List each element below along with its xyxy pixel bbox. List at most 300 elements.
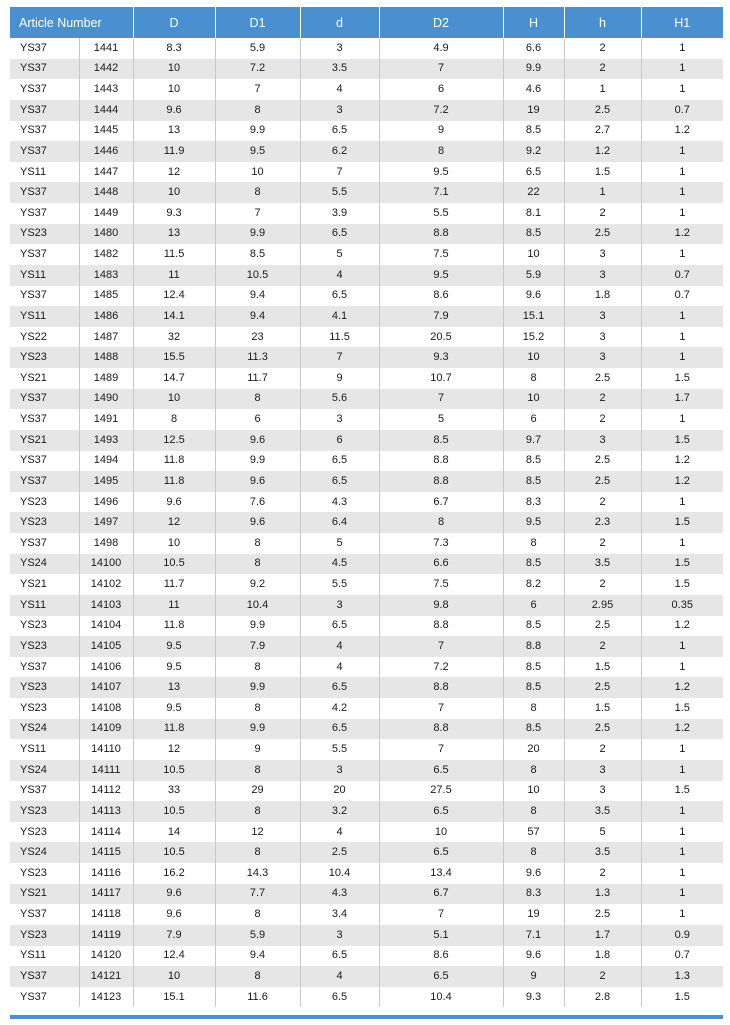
series-cell: YS24 <box>10 554 79 575</box>
d1-cell: 8 <box>215 966 300 987</box>
article-cell: 1441 <box>79 38 133 59</box>
series-cell: YS23 <box>10 677 79 698</box>
article-cell: 1482 <box>79 244 133 265</box>
table-row <box>10 141 723 162</box>
h-lower-cell: 2 <box>564 739 641 760</box>
series-cell: YS37 <box>10 533 79 554</box>
d-outer-cell: 10 <box>133 389 215 410</box>
table-row <box>10 925 723 946</box>
series-cell: YS37 <box>10 966 79 987</box>
d-outer-cell: 15.1 <box>133 987 215 1008</box>
h1-cell: 1 <box>641 760 723 781</box>
d-outer-cell: 9.6 <box>133 884 215 905</box>
h-lower-cell: 2.5 <box>564 224 641 245</box>
d-inner-cell: 5.5 <box>300 182 379 203</box>
h1-cell: 1 <box>641 306 723 327</box>
article-cell: 14109 <box>79 719 133 740</box>
table-row <box>10 512 723 533</box>
h1-cell: 1.2 <box>641 616 723 637</box>
d-outer-cell: 12 <box>133 739 215 760</box>
d2-cell: 9.5 <box>379 265 503 286</box>
table-row <box>10 492 723 513</box>
article-cell: 1486 <box>79 306 133 327</box>
table-row <box>10 203 723 224</box>
h-lower-cell: 2 <box>564 203 641 224</box>
h-lower-cell: 2.5 <box>564 368 641 389</box>
d2-cell: 10.4 <box>379 987 503 1008</box>
h-upper-cell: 57 <box>503 822 564 843</box>
h-lower-cell: 2.5 <box>564 719 641 740</box>
h-upper-cell: 8 <box>503 533 564 554</box>
d1-cell: 11.3 <box>215 347 300 368</box>
d1-cell: 9.6 <box>215 471 300 492</box>
series-cell: YS23 <box>10 698 79 719</box>
d1-cell: 8 <box>215 389 300 410</box>
h-lower-cell: 1.7 <box>564 925 641 946</box>
d-inner-cell: 6.5 <box>300 987 379 1008</box>
d-inner-cell: 3.2 <box>300 801 379 822</box>
h-upper-cell: 19 <box>503 100 564 121</box>
d-outer-cell: 10.5 <box>133 554 215 575</box>
h-lower-cell: 2.5 <box>564 904 641 925</box>
series-cell: YS37 <box>10 781 79 802</box>
d-inner-cell: 6.5 <box>300 286 379 307</box>
d2-cell: 6.5 <box>379 760 503 781</box>
d-outer-cell: 9.6 <box>133 904 215 925</box>
d-outer-cell: 10.5 <box>133 801 215 822</box>
h-lower-cell: 2.95 <box>564 595 641 616</box>
h1-cell: 1.2 <box>641 719 723 740</box>
d-outer-cell: 9.3 <box>133 203 215 224</box>
d-inner-cell: 6.5 <box>300 616 379 637</box>
article-cell: 1483 <box>79 265 133 286</box>
table-row <box>10 657 723 678</box>
d1-cell: 29 <box>215 781 300 802</box>
d-outer-cell: 14 <box>133 822 215 843</box>
d1-cell: 9.9 <box>215 616 300 637</box>
header-d2: D2 <box>379 7 503 38</box>
h1-cell: 1 <box>641 801 723 822</box>
table-row <box>10 781 723 802</box>
series-cell: YS37 <box>10 471 79 492</box>
h-lower-cell: 1.3 <box>564 884 641 905</box>
d-inner-cell: 6.5 <box>300 677 379 698</box>
article-cell: 1498 <box>79 533 133 554</box>
header-d-outer: D <box>133 7 215 38</box>
h-upper-cell: 9.6 <box>503 286 564 307</box>
h1-cell: 1.5 <box>641 368 723 389</box>
article-cell: 14123 <box>79 987 133 1008</box>
h-upper-cell: 9.7 <box>503 430 564 451</box>
d-outer-cell: 12.4 <box>133 946 215 967</box>
h-upper-cell: 5.9 <box>503 265 564 286</box>
h-upper-cell: 8.5 <box>503 657 564 678</box>
table-row <box>10 946 723 967</box>
d-inner-cell: 5.6 <box>300 389 379 410</box>
series-cell: YS24 <box>10 842 79 863</box>
d2-cell: 13.4 <box>379 863 503 884</box>
table-row <box>10 121 723 142</box>
series-cell: YS21 <box>10 574 79 595</box>
series-cell: YS37 <box>10 451 79 472</box>
d2-cell: 8.8 <box>379 224 503 245</box>
table-row <box>10 739 723 760</box>
d-outer-cell: 12.4 <box>133 286 215 307</box>
article-cell: 14108 <box>79 698 133 719</box>
h-lower-cell: 2.3 <box>564 512 641 533</box>
series-cell: YS22 <box>10 327 79 348</box>
d-outer-cell: 9.6 <box>133 100 215 121</box>
h-lower-cell: 5 <box>564 822 641 843</box>
table-row <box>10 760 723 781</box>
h-upper-cell: 9.3 <box>503 987 564 1008</box>
h-lower-cell: 3.5 <box>564 842 641 863</box>
d-inner-cell: 5 <box>300 533 379 554</box>
d2-cell: 5.5 <box>379 203 503 224</box>
d-inner-cell: 6.5 <box>300 121 379 142</box>
d1-cell: 7.7 <box>215 884 300 905</box>
h1-cell: 1 <box>641 657 723 678</box>
table-row <box>10 265 723 286</box>
h1-cell: 1.5 <box>641 554 723 575</box>
header-h-lower: h <box>564 7 641 38</box>
series-cell: YS37 <box>10 987 79 1008</box>
d2-cell: 7.2 <box>379 657 503 678</box>
d1-cell: 10.4 <box>215 595 300 616</box>
d-inner-cell: 3.5 <box>300 59 379 80</box>
series-cell: YS37 <box>10 38 79 59</box>
h1-cell: 1 <box>641 162 723 183</box>
h1-cell: 1.2 <box>641 224 723 245</box>
h-upper-cell: 9.9 <box>503 59 564 80</box>
h-lower-cell: 3 <box>564 327 641 348</box>
d2-cell: 6.6 <box>379 554 503 575</box>
h-upper-cell: 8.1 <box>503 203 564 224</box>
d1-cell: 9.5 <box>215 141 300 162</box>
d-inner-cell: 3 <box>300 760 379 781</box>
d-outer-cell: 12 <box>133 162 215 183</box>
h-lower-cell: 2 <box>564 574 641 595</box>
d-outer-cell: 11.7 <box>133 574 215 595</box>
h-upper-cell: 9.5 <box>503 512 564 533</box>
article-cell: 14104 <box>79 616 133 637</box>
d-outer-cell: 13 <box>133 121 215 142</box>
table-row <box>10 38 723 59</box>
d-outer-cell: 9.5 <box>133 698 215 719</box>
d1-cell: 8 <box>215 842 300 863</box>
table-row <box>10 100 723 121</box>
h-lower-cell: 1.5 <box>564 162 641 183</box>
d-inner-cell: 3 <box>300 409 379 430</box>
series-cell: YS24 <box>10 719 79 740</box>
d-outer-cell: 14.7 <box>133 368 215 389</box>
article-cell: 14116 <box>79 863 133 884</box>
series-cell: YS24 <box>10 760 79 781</box>
table-row <box>10 842 723 863</box>
d2-cell: 7 <box>379 389 503 410</box>
series-cell: YS21 <box>10 884 79 905</box>
d2-cell: 6 <box>379 79 503 100</box>
h-lower-cell: 3.5 <box>564 801 641 822</box>
h1-cell: 1.5 <box>641 574 723 595</box>
table-row <box>10 595 723 616</box>
d2-cell: 7.3 <box>379 533 503 554</box>
article-cell: 14115 <box>79 842 133 863</box>
d1-cell: 8 <box>215 554 300 575</box>
table-row <box>10 471 723 492</box>
h1-cell: 1 <box>641 38 723 59</box>
h-lower-cell: 1.5 <box>564 657 641 678</box>
d2-cell: 10 <box>379 822 503 843</box>
table-row <box>10 987 723 1008</box>
h-upper-cell: 8.5 <box>503 121 564 142</box>
h-lower-cell: 3 <box>564 781 641 802</box>
d1-cell: 9.9 <box>215 224 300 245</box>
d-outer-cell: 11.8 <box>133 616 215 637</box>
h1-cell: 1 <box>641 904 723 925</box>
d-inner-cell: 4.3 <box>300 884 379 905</box>
article-cell: 14107 <box>79 677 133 698</box>
d2-cell: 8 <box>379 512 503 533</box>
d-outer-cell: 10.5 <box>133 842 215 863</box>
d1-cell: 9.9 <box>215 719 300 740</box>
d-inner-cell: 6.5 <box>300 451 379 472</box>
d-inner-cell: 7 <box>300 162 379 183</box>
d-inner-cell: 3.4 <box>300 904 379 925</box>
article-cell: 1449 <box>79 203 133 224</box>
h1-cell: 1.5 <box>641 698 723 719</box>
d-outer-cell: 9.5 <box>133 657 215 678</box>
h-upper-cell: 8.3 <box>503 884 564 905</box>
d1-cell: 9.4 <box>215 286 300 307</box>
d-inner-cell: 4 <box>300 822 379 843</box>
article-cell: 14112 <box>79 781 133 802</box>
series-cell: YS23 <box>10 801 79 822</box>
article-cell: 14103 <box>79 595 133 616</box>
article-cell: 1497 <box>79 512 133 533</box>
d2-cell: 8.8 <box>379 677 503 698</box>
d-inner-cell: 7 <box>300 347 379 368</box>
article-cell: 1447 <box>79 162 133 183</box>
article-cell: 14111 <box>79 760 133 781</box>
table-row <box>10 409 723 430</box>
d1-cell: 23 <box>215 327 300 348</box>
d-inner-cell: 6.5 <box>300 719 379 740</box>
d-inner-cell: 5.5 <box>300 739 379 760</box>
d-outer-cell: 13 <box>133 224 215 245</box>
d2-cell: 8.8 <box>379 616 503 637</box>
h-lower-cell: 2 <box>564 38 641 59</box>
h-upper-cell: 10 <box>503 347 564 368</box>
d-inner-cell: 4 <box>300 636 379 657</box>
d-outer-cell: 10 <box>133 59 215 80</box>
h-lower-cell: 3 <box>564 244 641 265</box>
h-upper-cell: 8 <box>503 760 564 781</box>
table-row <box>10 863 723 884</box>
h1-cell: 1.5 <box>641 430 723 451</box>
h1-cell: 1 <box>641 739 723 760</box>
h1-cell: 1.7 <box>641 389 723 410</box>
series-cell: YS11 <box>10 739 79 760</box>
d-outer-cell: 32 <box>133 327 215 348</box>
article-cell: 14118 <box>79 904 133 925</box>
series-cell: YS23 <box>10 636 79 657</box>
d2-cell: 6.7 <box>379 492 503 513</box>
d-outer-cell: 9.6 <box>133 492 215 513</box>
d-inner-cell: 2.5 <box>300 842 379 863</box>
article-cell: 1495 <box>79 471 133 492</box>
h1-cell: 1.2 <box>641 121 723 142</box>
article-cell: 1496 <box>79 492 133 513</box>
table-row <box>10 451 723 472</box>
d-outer-cell: 11.9 <box>133 141 215 162</box>
d-outer-cell: 10.5 <box>133 760 215 781</box>
series-cell: YS37 <box>10 100 79 121</box>
article-cell: 14117 <box>79 884 133 905</box>
series-cell: YS23 <box>10 863 79 884</box>
h-upper-cell: 22 <box>503 182 564 203</box>
d1-cell: 10.5 <box>215 265 300 286</box>
d2-cell: 7.5 <box>379 574 503 595</box>
series-cell: YS37 <box>10 182 79 203</box>
h-upper-cell: 7.1 <box>503 925 564 946</box>
h-lower-cell: 3 <box>564 760 641 781</box>
article-cell: 14102 <box>79 574 133 595</box>
d-outer-cell: 10 <box>133 966 215 987</box>
table-row <box>10 904 723 925</box>
d-inner-cell: 6.5 <box>300 471 379 492</box>
d-inner-cell: 4 <box>300 657 379 678</box>
d-outer-cell: 10 <box>133 533 215 554</box>
d1-cell: 9.9 <box>215 677 300 698</box>
d2-cell: 7 <box>379 59 503 80</box>
article-cell: 14110 <box>79 739 133 760</box>
d2-cell: 6.7 <box>379 884 503 905</box>
article-cell: 1448 <box>79 182 133 203</box>
series-cell: YS23 <box>10 512 79 533</box>
d1-cell: 9.2 <box>215 574 300 595</box>
d1-cell: 9.9 <box>215 121 300 142</box>
d1-cell: 9 <box>215 739 300 760</box>
series-cell: YS11 <box>10 162 79 183</box>
h1-cell: 1.5 <box>641 512 723 533</box>
table-row <box>10 616 723 637</box>
h1-cell: 1 <box>641 636 723 657</box>
d1-cell: 9.4 <box>215 946 300 967</box>
d-inner-cell: 20 <box>300 781 379 802</box>
d-inner-cell: 3 <box>300 925 379 946</box>
h-upper-cell: 6 <box>503 595 564 616</box>
table-row <box>10 430 723 451</box>
d2-cell: 9 <box>379 121 503 142</box>
h1-cell: 1 <box>641 182 723 203</box>
h-lower-cell: 2.5 <box>564 471 641 492</box>
article-cell: 14121 <box>79 966 133 987</box>
h-upper-cell: 8.5 <box>503 677 564 698</box>
d2-cell: 8.8 <box>379 471 503 492</box>
table-row <box>10 59 723 80</box>
table-row <box>10 182 723 203</box>
d2-cell: 8 <box>379 141 503 162</box>
h1-cell: 0.7 <box>641 286 723 307</box>
d-outer-cell: 13 <box>133 677 215 698</box>
article-cell: 1480 <box>79 224 133 245</box>
h-upper-cell: 15.2 <box>503 327 564 348</box>
d-outer-cell: 11 <box>133 265 215 286</box>
h1-cell: 1 <box>641 842 723 863</box>
article-cell: 1487 <box>79 327 133 348</box>
d2-cell: 8.5 <box>379 430 503 451</box>
header-d-inner: d <box>300 7 379 38</box>
series-cell: YS23 <box>10 347 79 368</box>
d-inner-cell: 4.3 <box>300 492 379 513</box>
article-cell: 1442 <box>79 59 133 80</box>
d-inner-cell: 9 <box>300 368 379 389</box>
d-outer-cell: 15.5 <box>133 347 215 368</box>
d2-cell: 7.9 <box>379 306 503 327</box>
d-inner-cell: 4.2 <box>300 698 379 719</box>
article-cell: 1493 <box>79 430 133 451</box>
table-row <box>10 162 723 183</box>
d-outer-cell: 7.9 <box>133 925 215 946</box>
d-inner-cell: 6.2 <box>300 141 379 162</box>
d1-cell: 7 <box>215 79 300 100</box>
h1-cell: 1 <box>641 244 723 265</box>
header-row <box>10 7 723 38</box>
d-inner-cell: 6.5 <box>300 224 379 245</box>
series-cell: YS11 <box>10 265 79 286</box>
table-row <box>10 533 723 554</box>
d1-cell: 8 <box>215 801 300 822</box>
d-outer-cell: 12 <box>133 512 215 533</box>
article-cell: 14100 <box>79 554 133 575</box>
h-upper-cell: 8.5 <box>503 451 564 472</box>
h-upper-cell: 8.8 <box>503 636 564 657</box>
series-cell: YS37 <box>10 409 79 430</box>
h-lower-cell: 2.8 <box>564 987 641 1008</box>
h-lower-cell: 2.5 <box>564 616 641 637</box>
d1-cell: 5.9 <box>215 38 300 59</box>
d2-cell: 5 <box>379 409 503 430</box>
h-lower-cell: 2 <box>564 492 641 513</box>
series-cell: YS11 <box>10 306 79 327</box>
h-upper-cell: 9 <box>503 966 564 987</box>
h-lower-cell: 3 <box>564 347 641 368</box>
d2-cell: 8.8 <box>379 451 503 472</box>
h-lower-cell: 3 <box>564 306 641 327</box>
table-header <box>10 7 723 38</box>
d1-cell: 9.9 <box>215 451 300 472</box>
d2-cell: 7 <box>379 904 503 925</box>
d-inner-cell: 10.4 <box>300 863 379 884</box>
h-upper-cell: 8 <box>503 698 564 719</box>
h-upper-cell: 4.6 <box>503 79 564 100</box>
d2-cell: 8.6 <box>379 286 503 307</box>
article-cell: 1485 <box>79 286 133 307</box>
article-cell: 1494 <box>79 451 133 472</box>
series-cell: YS37 <box>10 904 79 925</box>
h-upper-cell: 8.2 <box>503 574 564 595</box>
d1-cell: 11.7 <box>215 368 300 389</box>
h1-cell: 1 <box>641 327 723 348</box>
d2-cell: 9.3 <box>379 347 503 368</box>
h-lower-cell: 1.8 <box>564 946 641 967</box>
h-lower-cell: 2.5 <box>564 100 641 121</box>
h1-cell: 1 <box>641 884 723 905</box>
h-lower-cell: 2.7 <box>564 121 641 142</box>
h1-cell: 1.2 <box>641 451 723 472</box>
table-row <box>10 79 723 100</box>
